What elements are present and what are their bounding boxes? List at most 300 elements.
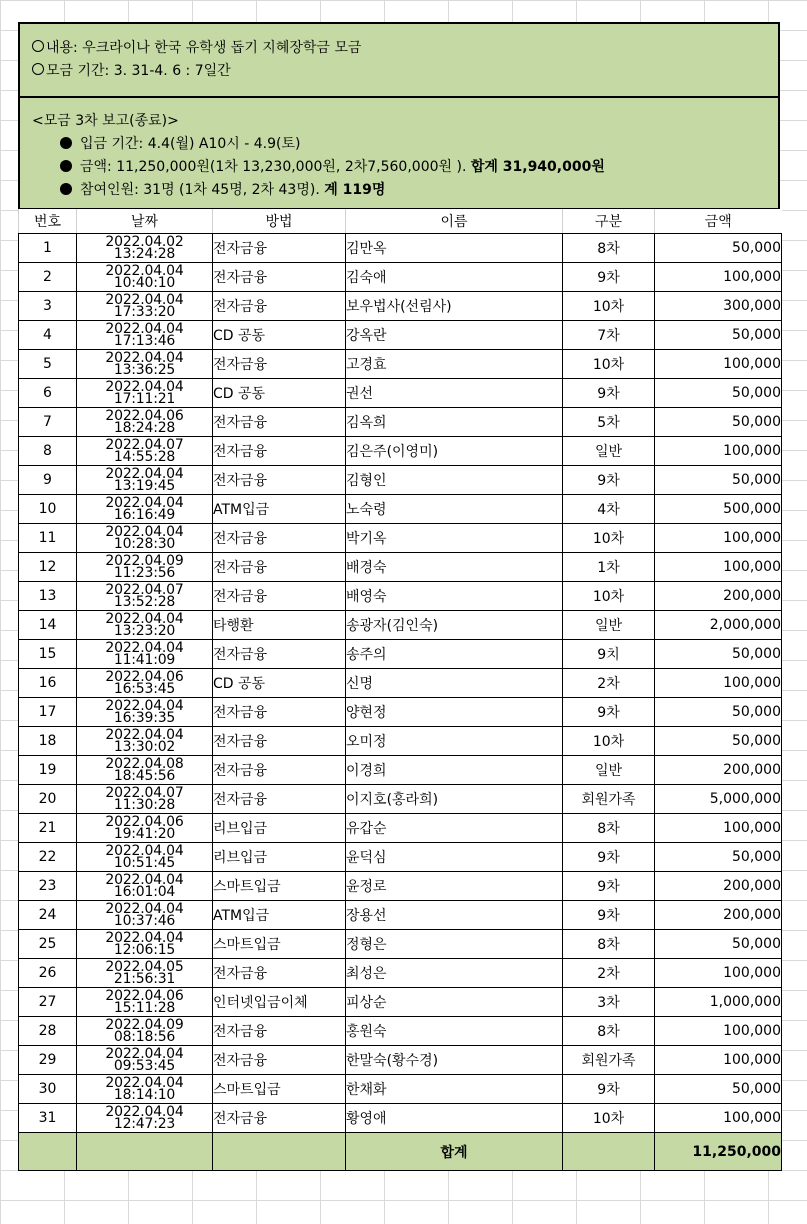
row-method: 전자금융 — [213, 437, 346, 466]
row-time: 13:36:25 — [113, 362, 176, 378]
participants-total: 계 119명 — [324, 182, 386, 198]
row-name: 피상순 — [346, 988, 563, 1017]
row-date: 2022.04.04 — [105, 466, 184, 482]
row-class: 일반 — [563, 611, 655, 640]
bullet-icon — [60, 183, 72, 195]
table-row — [19, 1046, 782, 1075]
row-amount: 100,000 — [655, 959, 782, 988]
row-class: 10차 — [563, 524, 655, 553]
row-name: 최성은 — [346, 959, 563, 988]
row-amount: 50,000 — [655, 930, 782, 959]
row-date: 2022.04.07 — [105, 785, 184, 801]
row-datetime — [77, 843, 213, 872]
row-time: 13:19:45 — [113, 478, 176, 494]
row-name: 고경효 — [346, 350, 563, 379]
row-time: 15:11:28 — [113, 1000, 176, 1016]
row-amount: 200,000 — [655, 756, 782, 785]
row-number: 25 — [19, 930, 77, 959]
row-number: 2 — [19, 263, 77, 292]
campaign-info-box — [18, 22, 780, 98]
row-number: 14 — [19, 611, 77, 640]
row-method: 스마트입금 — [213, 1075, 346, 1104]
column-header-amount: 금액 — [655, 209, 782, 234]
row-date: 2022.04.04 — [105, 263, 184, 279]
table-row — [19, 234, 782, 263]
column-header-date: 날짜 — [77, 209, 213, 234]
row-datetime — [77, 698, 213, 727]
table-row — [19, 582, 782, 611]
row-number: 15 — [19, 640, 77, 669]
row-method: 리브입금 — [213, 814, 346, 843]
row-amount: 100,000 — [655, 524, 782, 553]
row-amount: 5,000,000 — [655, 785, 782, 814]
row-method: CD 공동 — [213, 379, 346, 408]
bullet-icon — [60, 160, 72, 172]
row-method: 스마트입금 — [213, 930, 346, 959]
table-row — [19, 669, 782, 698]
row-datetime — [77, 814, 213, 843]
row-date: 2022.04.05 — [105, 959, 184, 975]
row-date: 2022.04.04 — [105, 524, 184, 540]
row-amount: 300,000 — [655, 292, 782, 321]
row-date: 2022.04.09 — [105, 1017, 184, 1033]
row-class: 10차 — [563, 350, 655, 379]
column-header-no: 번호 — [19, 209, 77, 234]
row-datetime — [77, 727, 213, 756]
table-row — [19, 1075, 782, 1104]
row-amount: 50,000 — [655, 234, 782, 263]
row-date: 2022.04.04 — [105, 292, 184, 308]
column-header-method: 방법 — [213, 209, 346, 234]
row-time: 16:53:45 — [113, 681, 176, 697]
row-amount: 50,000 — [655, 727, 782, 756]
campaign-content-line: 내용: 우크라이나 한국 유학생 돕기 지혜장학금 모금 — [32, 37, 778, 60]
table-row — [19, 901, 782, 930]
row-amount: 100,000 — [655, 1104, 782, 1133]
row-amount: 50,000 — [655, 1075, 782, 1104]
row-method: 리브입금 — [213, 843, 346, 872]
row-datetime — [77, 379, 213, 408]
row-number: 4 — [19, 321, 77, 350]
row-method: 전자금융 — [213, 524, 346, 553]
row-amount: 2,000,000 — [655, 611, 782, 640]
row-time: 19:41:20 — [113, 826, 176, 842]
row-method: 타행환 — [213, 611, 346, 640]
row-date: 2022.04.04 — [105, 872, 184, 888]
report-title: <모금 3차 보고(종료)> — [32, 113, 179, 129]
row-number: 1 — [19, 234, 77, 263]
row-number: 24 — [19, 901, 77, 930]
row-amount: 200,000 — [655, 582, 782, 611]
row-name: 김옥희 — [346, 408, 563, 437]
row-method: 스마트입금 — [213, 872, 346, 901]
row-time: 13:23:20 — [113, 623, 176, 639]
table-row — [19, 437, 782, 466]
row-time: 10:28:30 — [113, 536, 176, 552]
row-number: 16 — [19, 669, 77, 698]
row-class: 8차 — [563, 814, 655, 843]
row-time: 09:53:45 — [113, 1058, 176, 1074]
row-datetime — [77, 408, 213, 437]
row-method: 전자금융 — [213, 553, 346, 582]
row-method: 전자금융 — [213, 698, 346, 727]
row-number: 12 — [19, 553, 77, 582]
row-name: 송광자(김인숙) — [346, 611, 563, 640]
row-time: 11:23:56 — [113, 565, 176, 581]
report-summary-box — [18, 96, 780, 210]
row-time: 10:37:46 — [113, 913, 176, 929]
row-amount: 1,000,000 — [655, 988, 782, 1017]
amount-total: 합계 31,940,000원 — [470, 159, 605, 175]
row-date: 2022.04.04 — [105, 321, 184, 337]
row-name: 장용선 — [346, 901, 563, 930]
total-row — [19, 1133, 782, 1171]
row-class: 10차 — [563, 727, 655, 756]
row-datetime — [77, 495, 213, 524]
row-method: 전자금융 — [213, 640, 346, 669]
row-time: 18:14:10 — [113, 1087, 176, 1103]
row-class: 10차 — [563, 1104, 655, 1133]
row-name: 김은주(이영미) — [346, 437, 563, 466]
row-name: 김만옥 — [346, 234, 563, 263]
row-class: 9차 — [563, 872, 655, 901]
row-date: 2022.04.04 — [105, 495, 184, 511]
row-date: 2022.04.04 — [105, 1046, 184, 1062]
table-row — [19, 263, 782, 292]
row-name: 신명 — [346, 669, 563, 698]
row-time: 10:40:10 — [113, 275, 176, 291]
row-datetime — [77, 1104, 213, 1133]
campaign-period-line: 모금 기간: 3. 31-4. 6 : 7일간 — [32, 60, 778, 83]
row-number: 17 — [19, 698, 77, 727]
row-time: 17:13:46 — [113, 333, 176, 349]
row-name: 한채화 — [346, 1075, 563, 1104]
row-time: 11:30:28 — [113, 797, 176, 813]
row-amount: 100,000 — [655, 1017, 782, 1046]
row-time: 13:30:02 — [113, 739, 176, 755]
row-method: CD 공동 — [213, 669, 346, 698]
row-class: 2차 — [563, 669, 655, 698]
table-row — [19, 1017, 782, 1046]
bullet-icon — [60, 137, 72, 149]
table-row — [19, 408, 782, 437]
table-row — [19, 930, 782, 959]
row-method: ATM입금 — [213, 495, 346, 524]
row-class: 9치 — [563, 640, 655, 669]
row-datetime — [77, 437, 213, 466]
row-method: 전자금융 — [213, 292, 346, 321]
row-date: 2022.04.09 — [105, 553, 184, 569]
total-cell-empty — [77, 1133, 213, 1171]
row-method: CD 공동 — [213, 321, 346, 350]
row-amount: 100,000 — [655, 1046, 782, 1075]
row-name: 유갑순 — [346, 814, 563, 843]
row-class: 9차 — [563, 379, 655, 408]
total-cell-empty — [563, 1133, 655, 1171]
row-time: 21:56:31 — [113, 971, 176, 987]
row-class: 8차 — [563, 1017, 655, 1046]
row-time: 17:11:21 — [113, 391, 176, 407]
row-name: 이지호(홍라희) — [346, 785, 563, 814]
row-method: 전자금융 — [213, 959, 346, 988]
row-number: 8 — [19, 437, 77, 466]
table-row — [19, 495, 782, 524]
row-amount: 100,000 — [655, 669, 782, 698]
row-datetime — [77, 524, 213, 553]
table-row — [19, 466, 782, 495]
total-amount: 11,250,000 — [655, 1133, 782, 1171]
row-time: 18:24:28 — [113, 420, 176, 436]
row-date: 2022.04.04 — [105, 1075, 184, 1091]
row-time: 16:39:35 — [113, 710, 176, 726]
row-time: 12:06:15 — [113, 942, 176, 958]
row-time: 13:52:28 — [113, 594, 176, 610]
row-time: 16:01:04 — [113, 884, 176, 900]
row-method: 전자금융 — [213, 234, 346, 263]
total-cell-empty — [19, 1133, 77, 1171]
row-name: 홍원숙 — [346, 1017, 563, 1046]
row-amount: 50,000 — [655, 640, 782, 669]
row-datetime — [77, 669, 213, 698]
row-method: 전자금융 — [213, 727, 346, 756]
row-number: 27 — [19, 988, 77, 1017]
row-class: 일반 — [563, 756, 655, 785]
row-number: 23 — [19, 872, 77, 901]
column-header-name: 이름 — [346, 209, 563, 234]
row-class: 3차 — [563, 988, 655, 1017]
row-datetime — [77, 901, 213, 930]
row-number: 10 — [19, 495, 77, 524]
row-number: 31 — [19, 1104, 77, 1133]
row-datetime — [77, 263, 213, 292]
row-class: 회원가족 — [563, 785, 655, 814]
row-datetime — [77, 640, 213, 669]
row-name: 김숙애 — [346, 263, 563, 292]
row-number: 7 — [19, 408, 77, 437]
row-name: 김형인 — [346, 466, 563, 495]
row-datetime — [77, 872, 213, 901]
row-class: 4차 — [563, 495, 655, 524]
row-date: 2022.04.04 — [105, 640, 184, 656]
row-date: 2022.04.04 — [105, 930, 184, 946]
row-name: 황영애 — [346, 1104, 563, 1133]
row-time: 18:45:56 — [113, 768, 176, 784]
row-class: 8차 — [563, 234, 655, 263]
row-date: 2022.04.06 — [105, 988, 184, 1004]
row-name: 오미정 — [346, 727, 563, 756]
row-method: 전자금융 — [213, 1104, 346, 1133]
row-class: 7차 — [563, 321, 655, 350]
row-date: 2022.04.04 — [105, 379, 184, 395]
row-class: 10차 — [563, 582, 655, 611]
row-amount: 50,000 — [655, 698, 782, 727]
participants-line: 참여인원: 31명 (1차 45명, 2차 43명). 계 119명 — [32, 179, 778, 202]
row-date: 2022.04.06 — [105, 814, 184, 830]
row-date: 2022.04.04 — [105, 611, 184, 627]
row-amount: 100,000 — [655, 437, 782, 466]
row-amount: 50,000 — [655, 321, 782, 350]
row-number: 22 — [19, 843, 77, 872]
row-class: 1차 — [563, 553, 655, 582]
row-amount: 100,000 — [655, 553, 782, 582]
row-name: 권선 — [346, 379, 563, 408]
row-amount: 100,000 — [655, 263, 782, 292]
row-date: 2022.04.04 — [105, 843, 184, 859]
row-name: 윤정로 — [346, 872, 563, 901]
row-number: 26 — [19, 959, 77, 988]
table-row — [19, 321, 782, 350]
table-row — [19, 959, 782, 988]
row-name: 보우법사(선림사) — [346, 292, 563, 321]
row-datetime — [77, 582, 213, 611]
row-class: 8차 — [563, 930, 655, 959]
row-date: 2022.04.04 — [105, 698, 184, 714]
row-date: 2022.04.07 — [105, 437, 184, 453]
row-class: 9차 — [563, 843, 655, 872]
table-row — [19, 350, 782, 379]
table-row — [19, 843, 782, 872]
row-date: 2022.04.02 — [105, 234, 184, 250]
row-number: 9 — [19, 466, 77, 495]
row-amount: 50,000 — [655, 379, 782, 408]
table-row — [19, 524, 782, 553]
row-number: 19 — [19, 756, 77, 785]
row-number: 13 — [19, 582, 77, 611]
row-date: 2022.04.04 — [105, 350, 184, 366]
row-datetime — [77, 1075, 213, 1104]
row-method: ATM입금 — [213, 901, 346, 930]
table-row — [19, 756, 782, 785]
row-amount: 100,000 — [655, 350, 782, 379]
row-datetime — [77, 321, 213, 350]
row-datetime — [77, 292, 213, 321]
row-class: 9차 — [563, 901, 655, 930]
row-number: 20 — [19, 785, 77, 814]
row-name: 배경숙 — [346, 553, 563, 582]
row-name: 박기옥 — [346, 524, 563, 553]
row-class: 일반 — [563, 437, 655, 466]
row-amount: 200,000 — [655, 901, 782, 930]
row-datetime — [77, 350, 213, 379]
table-row — [19, 698, 782, 727]
row-method: 전자금융 — [213, 1046, 346, 1075]
row-amount: 200,000 — [655, 872, 782, 901]
row-date: 2022.04.08 — [105, 756, 184, 772]
row-method: 전자금융 — [213, 350, 346, 379]
row-name: 이경희 — [346, 756, 563, 785]
table-row — [19, 611, 782, 640]
row-name: 한말숙(황수경) — [346, 1046, 563, 1075]
row-datetime — [77, 930, 213, 959]
row-name: 정형은 — [346, 930, 563, 959]
row-number: 11 — [19, 524, 77, 553]
row-number: 30 — [19, 1075, 77, 1104]
row-class: 9차 — [563, 698, 655, 727]
row-number: 29 — [19, 1046, 77, 1075]
row-class: 9차 — [563, 1075, 655, 1104]
row-class: 10차 — [563, 292, 655, 321]
row-date: 2022.04.06 — [105, 669, 184, 685]
row-number: 3 — [19, 292, 77, 321]
row-name: 윤덕심 — [346, 843, 563, 872]
row-class: 회원가족 — [563, 1046, 655, 1075]
row-datetime — [77, 234, 213, 263]
row-name: 배영숙 — [346, 582, 563, 611]
row-name: 강옥란 — [346, 321, 563, 350]
row-date: 2022.04.04 — [105, 727, 184, 743]
row-method: 전자금융 — [213, 263, 346, 292]
row-date: 2022.04.04 — [105, 901, 184, 917]
row-time: 17:33:20 — [113, 304, 176, 320]
row-number: 5 — [19, 350, 77, 379]
row-time: 14:55:28 — [113, 449, 176, 465]
row-method: 전자금융 — [213, 466, 346, 495]
row-method: 전자금융 — [213, 408, 346, 437]
total-label: 합계 — [346, 1133, 563, 1171]
table-row — [19, 785, 782, 814]
row-datetime — [77, 1046, 213, 1075]
row-time: 08:18:56 — [113, 1029, 176, 1045]
row-method: 전자금융 — [213, 582, 346, 611]
total-cell-empty — [213, 1133, 346, 1171]
row-amount: 100,000 — [655, 814, 782, 843]
table-row — [19, 1104, 782, 1133]
table-row — [19, 872, 782, 901]
row-method: 인터넷입금이체 — [213, 988, 346, 1017]
row-time: 10:51:45 — [113, 855, 176, 871]
row-date: 2022.04.07 — [105, 582, 184, 598]
row-name: 송주의 — [346, 640, 563, 669]
row-datetime — [77, 959, 213, 988]
row-amount: 50,000 — [655, 843, 782, 872]
circle-icon — [32, 40, 44, 52]
table-header-row — [19, 209, 782, 234]
row-number: 21 — [19, 814, 77, 843]
row-method: 전자금융 — [213, 785, 346, 814]
row-method: 전자금융 — [213, 1017, 346, 1046]
row-class: 5차 — [563, 408, 655, 437]
column-header-class: 구분 — [563, 209, 655, 234]
row-datetime — [77, 785, 213, 814]
table-row — [19, 727, 782, 756]
row-number: 6 — [19, 379, 77, 408]
row-amount: 50,000 — [655, 408, 782, 437]
row-time: 11:41:09 — [113, 652, 176, 668]
row-date: 2022.04.04 — [105, 1104, 184, 1120]
row-date: 2022.04.06 — [105, 408, 184, 424]
row-number: 28 — [19, 1017, 77, 1046]
row-amount: 50,000 — [655, 466, 782, 495]
row-time: 12:47:23 — [113, 1116, 176, 1132]
donation-table — [18, 209, 782, 1171]
amount-line: 금액: 11,250,000원(1차 13,230,000원, 2차7,560,000원 ). 합계 31,940,000원 — [32, 156, 778, 179]
row-amount: 500,000 — [655, 495, 782, 524]
deposit-period-line: 입금 기간: 4.4(월) A10시 - 4.9(토) — [32, 133, 778, 156]
row-class: 2차 — [563, 959, 655, 988]
table-row — [19, 640, 782, 669]
circle-icon — [32, 63, 44, 75]
table-row — [19, 814, 782, 843]
row-number: 18 — [19, 727, 77, 756]
row-name: 양현정 — [346, 698, 563, 727]
row-method: 전자금융 — [213, 756, 346, 785]
row-time: 16:16:49 — [113, 507, 176, 523]
row-datetime — [77, 756, 213, 785]
table-row — [19, 988, 782, 1017]
table-row — [19, 379, 782, 408]
row-datetime — [77, 988, 213, 1017]
row-class: 9차 — [563, 263, 655, 292]
